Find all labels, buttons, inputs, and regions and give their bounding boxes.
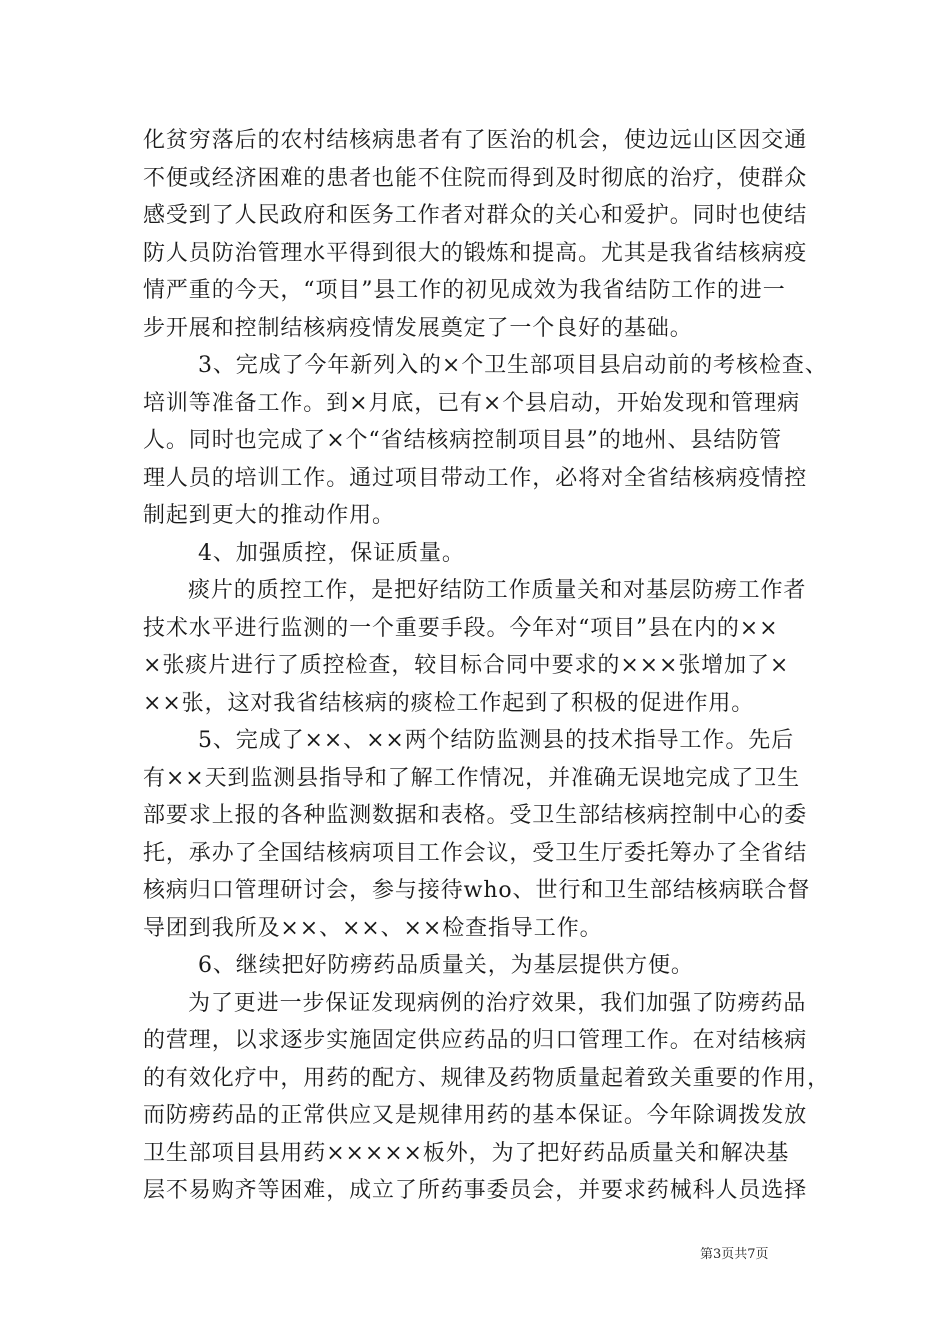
body-line: 制起到更大的推动作用。 [143, 503, 395, 528]
body-line: 为了更进一步保证发现病例的治疗效果，我们加强了防痨药品 [188, 991, 807, 1016]
body-line: ××张，这对我省结核病的痰检工作起到了积极的促进作用。 [143, 691, 755, 716]
body-line: 人。同时也完成了×个“省结核病控制项目县”的地州、县结防管 [143, 428, 783, 453]
body-line: 5、完成了××、××两个结防监测县的技术指导工作。先后 [198, 728, 795, 753]
body-line: 技术水平进行监测的一个重要手段。今年对“项目”县在内的×× [143, 616, 779, 641]
body-line: 层不易购齐等困难，成立了所药事委员会，并要求药械科人员选择 [143, 1178, 808, 1203]
section-heading: 6、继续把好防痨药品质量关，为基层提供方便。 [198, 953, 694, 978]
body-line: 情严重的今天，“项目”县工作的初见成效为我省结防工作的进一 [143, 278, 786, 303]
body-line: 防人员防治管理水平得到很大的锻炼和提高。尤其是我省结核病疫 [143, 241, 808, 266]
body-line: 感受到了人民政府和医务工作者对群众的关心和爱护。同时也使结 [143, 203, 808, 228]
body-line: 3、完成了今年新列入的×个卫生部项目县启动前的考核检查、 [198, 353, 828, 378]
section-heading: 4、加强质控，保证质量。 [198, 541, 465, 566]
body-line: 部要求上报的各种监测数据和表格。受卫生部结核病控制中心的委 [143, 803, 808, 828]
body-line: 痰片的质控工作，是把好结防工作质量关和对基层防痨工作者 [188, 578, 807, 603]
body-line: 不便或经济困难的患者也能不住院而得到及时彻底的治疗，使群众 [143, 166, 808, 191]
body-line: 而防痨药品的正常供应又是规律用药的基本保证。今年除调拨发放 [143, 1103, 808, 1128]
body-line: 的营理，以求逐步实施固定供应药品的归口管理工作。在对结核病 [143, 1028, 808, 1053]
page-number: 第3页共7页 [700, 1247, 769, 1262]
body-line: 步开展和控制结核病疫情发展奠定了一个良好的基础。 [143, 316, 693, 341]
body-line: 托，承办了全国结核病项目工作会议，受卫生厅委托筹办了全省结 [143, 841, 808, 866]
body-line: ×张痰片进行了质控检查，较目标合同中要求的×××张增加了× [143, 653, 790, 678]
body-line: 理人员的培训工作。通过项目带动工作，必将对全省结核病疫情控 [143, 466, 808, 491]
body-line: 培训等准备工作。到×月底，已有×个县启动，开始发现和管理病 [143, 391, 800, 416]
body-line: 卫生部项目县用药×××××板外，为了把好药品质量关和解决基 [143, 1141, 790, 1166]
body-line: 化贫穷落后的农村结核病患者有了医治的机会，使边远山区因交通 [143, 128, 808, 153]
body-line: 的有效化疗中，用药的配方、规律及药物质量起着致关重要的作用， [143, 1066, 831, 1091]
body-line: 导团到我所及××、××、××检查指导工作。 [143, 916, 603, 941]
body-line: 有××天到监测县指导和了解工作情况，并准确无误地完成了卫生 [143, 766, 800, 791]
body-line: 核病归口管理研讨会，参与接待who、世行和卫生部结核病联合督 [143, 878, 811, 903]
